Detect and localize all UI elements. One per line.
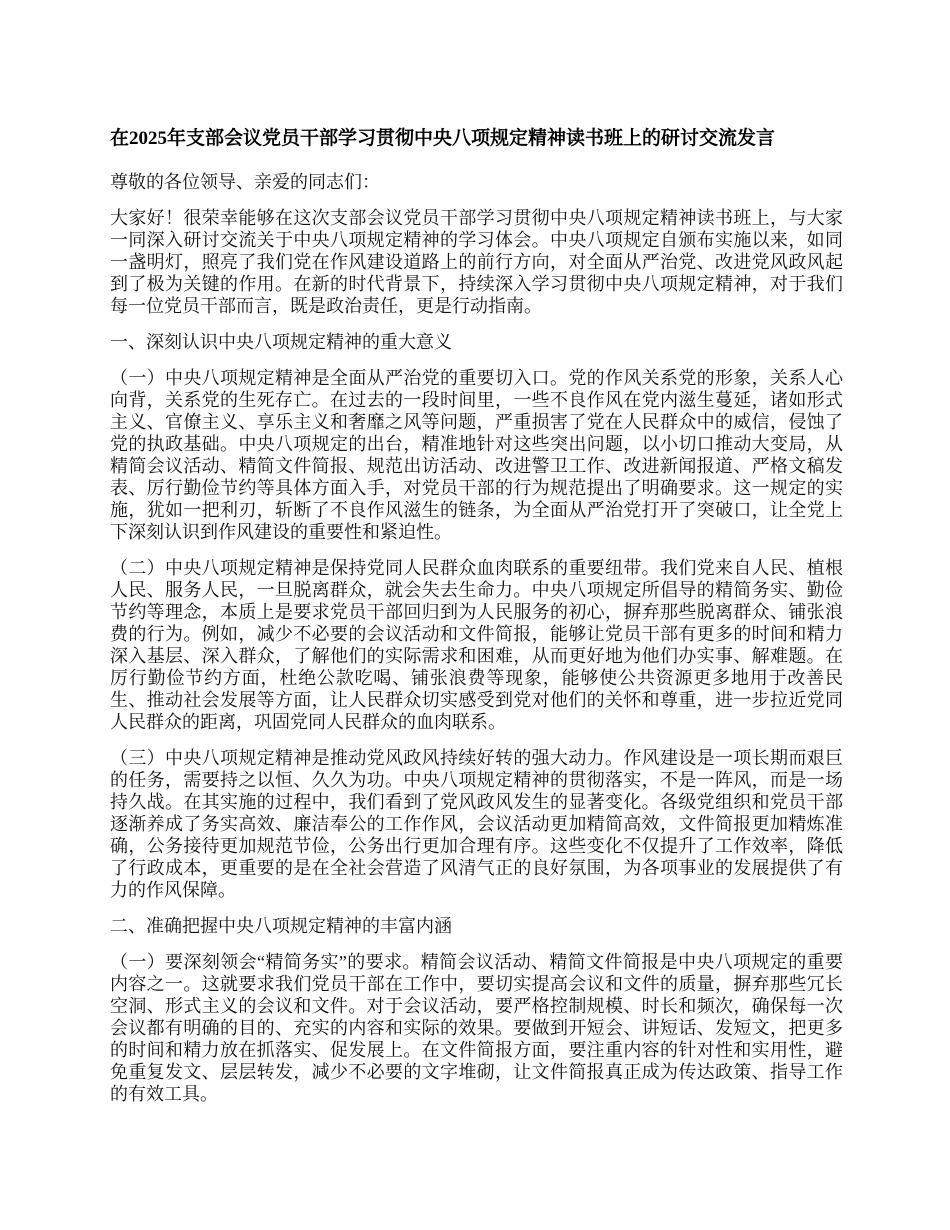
opening-paragraph: 大家好！很荣幸能够在这次支部会议党员干部学习贯彻中央八项规定精神读书班上，与大家一同深入研讨交流关于中央八项规定精神的学习体会。中央八项规定自颁布实施以来，如同一盏明灯，照亮了我们党在作风建设道路上的前行方向，对全面从严治党、改进党风政风起到了极为关键的作用。在新的时代背景下，持续深入学习贯彻中央八项规定精神，对于我们每一位党员干部而言，既是政治责任，更是行动指南。	[110, 208, 843, 316]
paragraph-1-2: （二）中央八项规定精神是保持党同人民群众血肉联系的重要纽带。我们党来自人民、植根人民、服务人民，一旦脱离群众，就会失去生命力。中央八项规定所倡导的精简务实、勤俭节约等理念，本质上是要求党员干部回归到为人民服务的初心，摒弃那些脱离群众、铺张浪费的行为。例如，减少不必要的会议活动和文件简报，能够让党员干部有更多的时间和精力深入基层、深入群众，了解他们的实际需求和困难，从而更好地为他们办实事、解难题。在厉行勤俭节约方面，杜绝公款吃喝、铺张浪费等现象，能够使公共资源更多地用于改善民生、推动社会发展等方面，让人民群众切实感受到党对他们的关怀和尊重，进一步拉近党同人民群众的距离，巩固党同人民群众的血肉联系。	[110, 558, 843, 732]
paragraph-1-1: （一）中央八项规定精神是全面从严治党的重要切入口。党的作风关系党的形象，关系人心向背，关系党的生死存亡。在过去的一段时间里，一些不良作风在党内滋生蔓延，诸如形式主义、官僚主义、享乐主义和奢靡之风等问题，严重损害了党在人民群众中的威信，侵蚀了党的执政基础。中央八项规定的出台，精准地针对这些突出问题，以小切口推动大变局，从精简会议活动、精简文件简报、规范出访活动、改进警卫工作、改进新闻报道、严格文稿发表、厉行勤俭节约等具体方面入手，对党员干部的行为规范提出了明确要求。这一规定的实施，犹如一把利刃，斩断了不良作风滋生的链条，为全面从严治党打开了突破口，让全党上下深刻认识到作风建设的重要性和紧迫性。	[110, 368, 843, 542]
document-title: 在2025年支部会议党员干部学习贯彻中央八项规定精神读书班上的研讨交流发言	[110, 128, 776, 149]
section-heading-2: 二、准确把握中央八项规定精神的丰富内涵	[110, 916, 452, 936]
paragraph-1-3: （三）中央八项规定精神是推动党风政风持续好转的强大动力。作风建设是一项长期而艰巨的任务，需要持之以恒、久久为功。中央八项规定精神的贯彻落实，不是一阵风，而是一场持久战。在其实施的过程中，我们看到了党风政风发生的显著变化。各级党组织和党员干部逐渐养成了务实高效、廉洁奉公的工作作风，会议活动更加精简高效，文件简报更加精炼准确，公务接待更加规范节俭，公务出行更加合理有序。这些变化不仅提升了工作效率，降低了行政成本，更重要的是在全社会营造了风清气正的良好氛围，为各项事业的发展提供了有力的作风保障。	[110, 748, 843, 900]
section-heading-1: 一、深刻认识中央八项规定精神的重大意义	[110, 332, 452, 352]
salutation-line: 尊敬的各位领导、亲爱的同志们：	[110, 172, 380, 192]
paragraph-2-1: （一）要深刻领会“精简务实”的要求。精简会议活动、精简文件简报是中央八项规定的重要内容之一。这就要求我们党员干部在工作中，要切实提高会议和文件的质量，摒弃那些冗长空洞、形式主义的会议和文件。对于会议活动，要严格控制规模、时长和频次，确保每一次会议都有明确的目的、充实的内容和实际的效果。要做到开短会、讲短话、发短文，把更多的时间和精力放在抓落实、促发展上。在文件简报方面，要注重内容的针对性和实用性，避免重复发文、层层转发，减少不必要的文字堆砌，让文件简报真正成为传达政策、指导工作的有效工具。	[110, 952, 843, 1104]
